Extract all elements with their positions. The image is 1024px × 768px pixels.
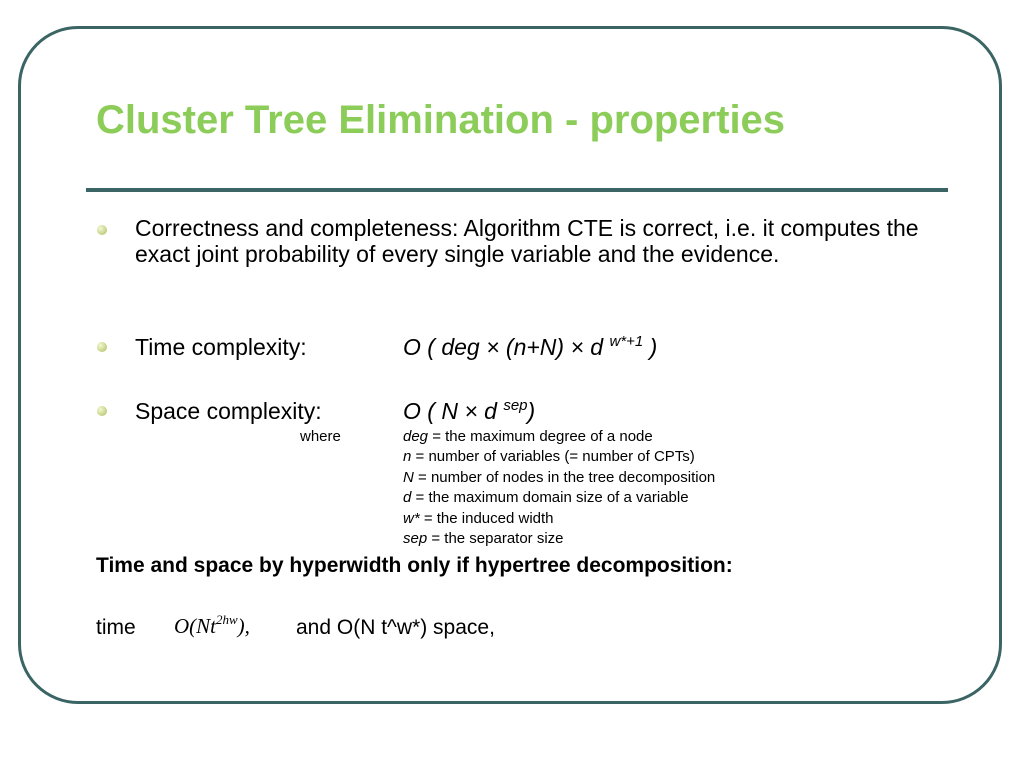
title-divider: [86, 188, 948, 192]
formula-end: ): [643, 334, 658, 360]
definition-row: [403, 489, 689, 507]
definition-row: [403, 469, 715, 487]
definition-symbol: n: [403, 448, 412, 465]
space-complexity-formula: [403, 398, 535, 424]
hyperwidth-time-formula: [174, 614, 250, 638]
bullet-icon: [97, 342, 107, 352]
formula-exponent: 2hw: [216, 612, 238, 627]
formula-main: O ( N × d: [403, 398, 497, 424]
formula-exponent: sep: [503, 397, 528, 414]
definition-row: [403, 448, 695, 466]
bullet-icon: [97, 406, 107, 416]
definition-text: = the maximum domain size of a variable: [411, 489, 689, 506]
definition-text: = number of variables (= number of CPTs): [411, 448, 695, 465]
definition-symbol: deg: [403, 428, 429, 445]
hyperwidth-statement: Time and space by hyperwidth only if hypertree decomposition:: [96, 554, 733, 577]
definition-text: = the separator size: [427, 530, 564, 547]
definition-symbol: d: [403, 489, 412, 506]
definition-symbol: sep: [403, 530, 428, 547]
time-label: time: [96, 616, 136, 639]
bullet-icon: [97, 225, 107, 235]
where-label: where: [300, 428, 341, 445]
correctness-text: Correctness and completeness: Algorithm CTE is correct, i.e. it computes the exact joint probability of every single variable and the evidence.: [135, 215, 919, 267]
formula-main: O ( deg × (n+N) × d: [403, 334, 604, 360]
space-complexity-label: Space complexity:: [135, 398, 322, 424]
space-text: and O(N t^w*) space,: [296, 616, 495, 639]
formula-end: ),: [237, 614, 250, 638]
formula-exponent: w*+1: [609, 333, 644, 350]
definition-text: = number of nodes in the tree decomposition: [413, 469, 716, 486]
formula-end: ): [527, 398, 536, 424]
definition-text: = the induced width: [419, 510, 554, 527]
definition-row: [403, 530, 564, 548]
definition-row: [403, 428, 653, 446]
definition-symbol: w*: [403, 510, 420, 527]
time-complexity-formula: [403, 334, 657, 360]
definition-symbol: N: [403, 469, 414, 486]
definition-row: [403, 510, 554, 528]
definition-text: = the maximum degree of a node: [428, 428, 653, 445]
formula-main: O(Nt: [174, 614, 216, 638]
time-complexity-label: Time complexity:: [135, 334, 307, 360]
slide-title: Cluster Tree Elimination - properties: [96, 98, 786, 142]
